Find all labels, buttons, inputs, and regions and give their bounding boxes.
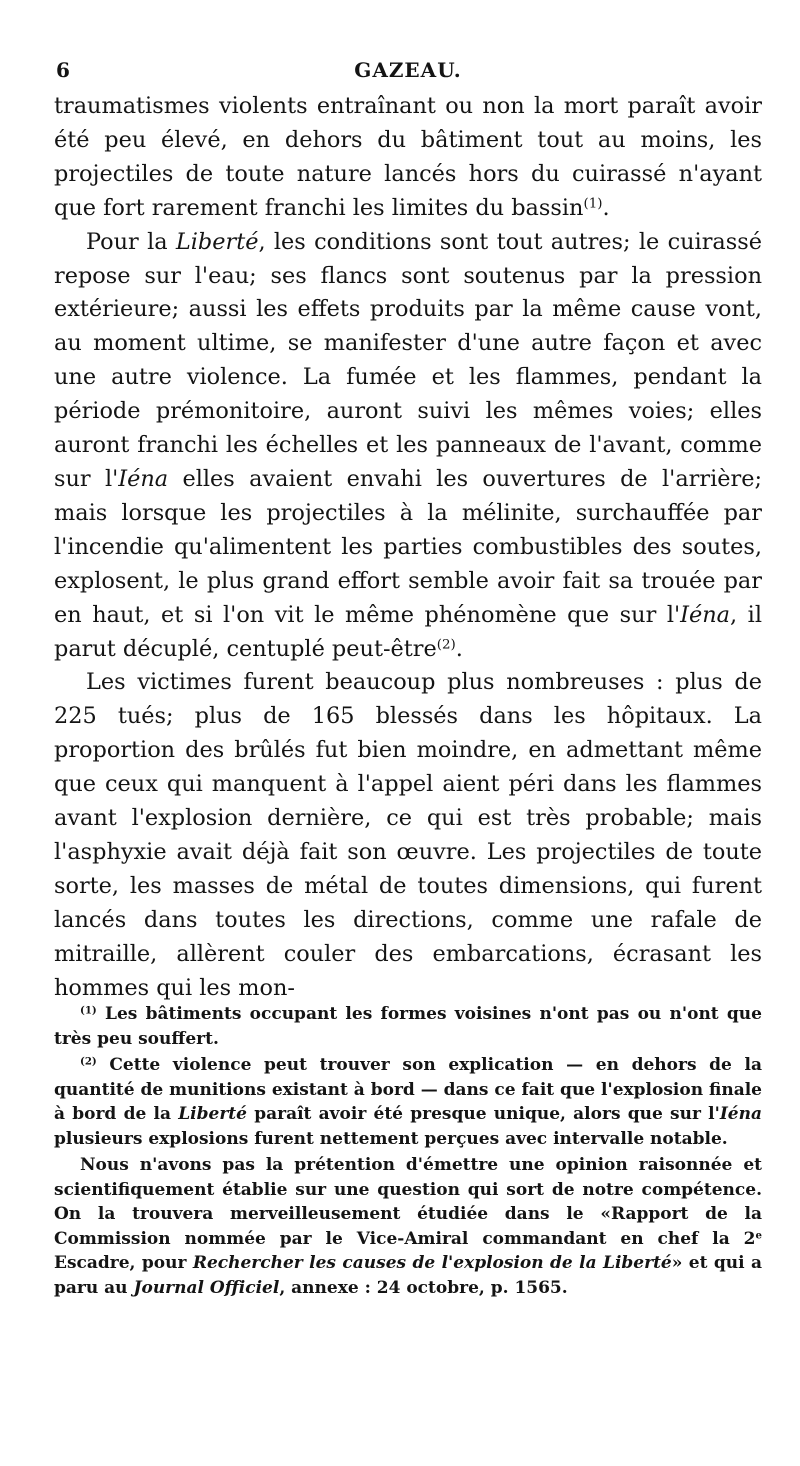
footnote-ref-1: (1) (583, 196, 603, 212)
footnote-3-part-c: » et qui a paru au (54, 1253, 762, 1298)
journal-name: Journal Officiel (133, 1277, 280, 1298)
paragraph-2-part-b: , les conditions sont tout autres; le cuirassé repose sur l'eau; ses flancs sont soutenus par la pression extérieure; aussi les effets produits par la même cause vont, au moment ultime, se manifester d'une autre façon et avec une autre violence. La fumée et les flammes, pendant la période prémonitoire, auront suivi les mêmes voies; elles auront franchi les échelles et les panneaux de l'avant, comme sur l' (54, 228, 762, 492)
ship-name-iena: Iéna (118, 465, 169, 492)
ship-name-liberte: Liberté (175, 228, 259, 255)
footnote-3-part-d: , annexe : 24 octobre, p. 1565. (279, 1277, 568, 1298)
footnote-2-part-c: plusieurs explosions furent nettement perçues avec intervalle notable. (54, 1128, 728, 1149)
paragraph-2-part-c: elles avaient envahi les ouvertures de l'arrière; mais lorsque les projectiles à la mélinite, surchauffée par l'incendie qu'alimentent les parties combustibles des soutes, explosent, le plus grand effort semble avoir fait sa trouée par en haut, et si l'on vit le même phénomène que sur l' (54, 465, 762, 628)
ship-name-iena: Iéna (719, 1104, 762, 1124)
footnote-2-part-b: paraît avoir été presque unique, alors que sur l' (246, 1104, 720, 1124)
page-header (56, 58, 760, 88)
footnote-1 (54, 1002, 762, 1051)
ship-name-iena: Iéna (680, 601, 731, 628)
footnote-2 (54, 1053, 762, 1151)
body-text (54, 90, 762, 1005)
paragraph-1 (54, 90, 762, 226)
paragraph-2-end: . (455, 635, 463, 662)
footnotes (54, 1002, 762, 1300)
running-head: GAZEAU. (354, 58, 462, 82)
ship-name-liberte: Liberté (178, 1104, 247, 1124)
paragraph-2-part-d: , il parut décuplé, centuplé peut-être (54, 601, 762, 662)
footnote-3-part-b: Escadre, pour (54, 1253, 193, 1273)
report-title: Rechercher les causes de l'explosion de la Liberté (192, 1253, 672, 1273)
paragraph-2 (54, 226, 762, 667)
paragraph-1-text: traumatismes violents entraînant ou non la mort paraît avoir été peu élevé, en dehors du bâtiment tout au moins, les projectiles de toute nature lancés hors du cuirassé n'ayant que fort rarement franchi les limites du bassin (54, 93, 762, 221)
footnote-1-text: Les bâtiments occupant les formes voisines n'ont pas ou n'ont que très peu souffert. (54, 1004, 762, 1049)
footnote-marker-2: (2) (80, 1055, 97, 1068)
page-number: 6 (56, 58, 70, 82)
paragraph-1-end: . (602, 194, 610, 221)
ordinal-superscript: e (755, 1228, 762, 1241)
footnote-3-part-a: Nous n'avons pas la prétention d'émettre une opinion raisonnée et scientifiquement établie sur une question qui sort de notre compétence. On la trouvera merveilleusement étudiée dans le «Rapport de la Commission nommée par le Vice-Amiral commandant en chef la 2 (54, 1155, 762, 1249)
footnote-ref-2: (2) (436, 637, 456, 653)
footnote-2-part-a: Cette violence peut trouver son explication — en dehors de la quantité de munitions existant à bord — dans ce fait que l'explosion finale à bord de la (54, 1055, 762, 1124)
paragraph-2-part-a: Pour la (86, 228, 176, 255)
footnote-marker-1: (1) (80, 1004, 97, 1017)
footnote-2-continuation (54, 1153, 762, 1300)
paragraph-3: Les victimes furent beaucoup plus nombreuses : plus de 225 tués; plus de 165 blessés dans les hôpitaux. La proportion des brûlés fut bien moindre, en admettant même que ceux qui manquent à l'appel aient péri dans les flammes avant l'explosion dernière, ce qui est très probable; mais l'asphyxie avait déjà fait son œuvre. Les projectiles de toute sorte, les masses de métal de toutes dimensions, qui furent lancés dans toutes les directions, comme une rafale de mitraille, allèrent couler des embarcations, écrasant les hommes qui les mon- (54, 669, 762, 1001)
